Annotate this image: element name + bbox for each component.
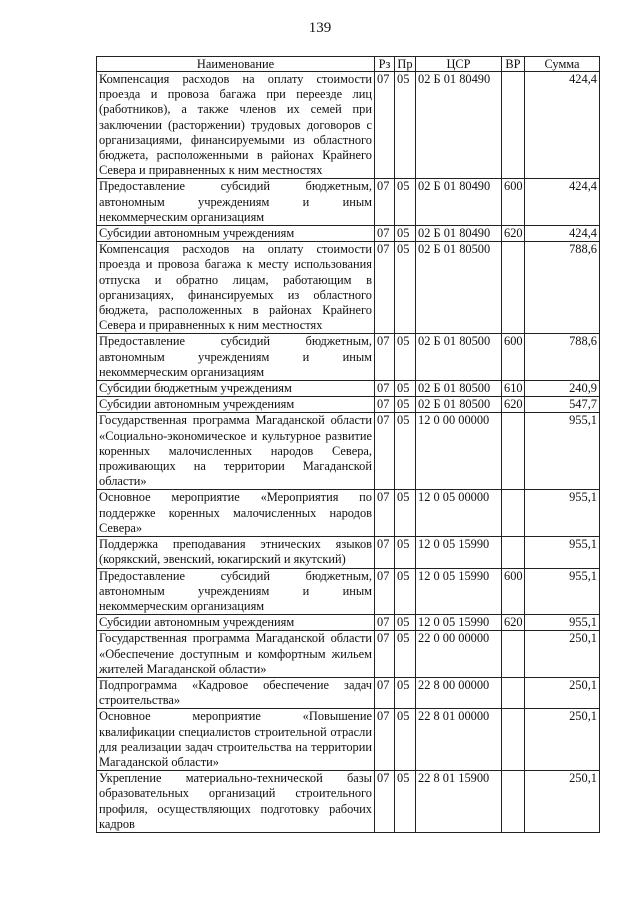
row-vr	[502, 771, 525, 833]
row-vr: 620	[502, 397, 525, 413]
page-number: 139	[308, 20, 332, 36]
row-vr: 620	[502, 226, 525, 242]
row-name: Укрепление материально-технической базы образовательных организаций строительного профиля, осуществляющих подготовку рабочих кадров	[97, 771, 375, 833]
table-row	[97, 397, 600, 413]
row-csr: 22 8 01 15900	[416, 771, 502, 833]
table-row	[97, 568, 600, 615]
row-csr: 12 0 05 15990	[416, 568, 502, 615]
row-rz: 07	[375, 490, 395, 537]
row-vr	[502, 537, 525, 568]
table-row	[97, 334, 600, 381]
table-header-row	[97, 57, 600, 72]
row-name: Субсидии автономным учреждениям	[97, 397, 375, 413]
row-csr: 12 0 05 15990	[416, 537, 502, 568]
row-name: Предоставление субсидий бюджетным, автономным учреждениям и иным некоммерческим организациям	[97, 179, 375, 226]
table-row	[97, 677, 600, 708]
row-pr: 05	[395, 242, 416, 334]
row-csr: 22 8 01 00000	[416, 709, 502, 771]
row-rz: 07	[375, 709, 395, 771]
row-pr: 05	[395, 490, 416, 537]
row-csr: 02 Б 01 80500	[416, 381, 502, 397]
row-name: Субсидии бюджетным учреждениям	[97, 381, 375, 397]
row-sum: 955,1	[525, 413, 600, 490]
row-pr: 05	[395, 72, 416, 179]
table-row	[97, 179, 600, 226]
header-pr: Пр	[395, 57, 416, 72]
row-pr: 05	[395, 226, 416, 242]
row-rz: 07	[375, 771, 395, 833]
header-name: Наименование	[97, 57, 375, 72]
row-vr	[502, 631, 525, 678]
header-rz: Рз	[375, 57, 395, 72]
row-sum: 250,1	[525, 771, 600, 833]
row-pr: 05	[395, 631, 416, 678]
row-csr: 02 Б 01 80500	[416, 334, 502, 381]
row-name: Государственная программа Магаданской области «Социально-экономическое и культурное развитие коренных малочисленных народов Севера, проживающих на территории Магаданской области»	[97, 413, 375, 490]
row-rz: 07	[375, 615, 395, 631]
table-row	[97, 631, 600, 678]
row-rz: 07	[375, 677, 395, 708]
row-vr	[502, 709, 525, 771]
row-pr: 05	[395, 334, 416, 381]
table-row	[97, 771, 600, 833]
row-csr: 02 Б 01 80490	[416, 226, 502, 242]
row-name: Компенсация расходов на оплату стоимости проезда и провоза багажа при переезде лиц (работников), а также членов их семей при заключении (расторжении) трудовых договоров с организациями, финансируемыми из областного бюджета, расположенными в районах Крайнего Севера и приравненных к ним местностях	[97, 72, 375, 179]
table-row	[97, 226, 600, 242]
row-rz: 07	[375, 72, 395, 179]
row-name: Подпрограмма «Кадровое обеспечение задач строительства»	[97, 677, 375, 708]
row-vr	[502, 413, 525, 490]
row-pr: 05	[395, 615, 416, 631]
row-csr: 12 0 00 00000	[416, 413, 502, 490]
row-pr: 05	[395, 537, 416, 568]
row-rz: 07	[375, 537, 395, 568]
row-csr: 22 8 00 00000	[416, 677, 502, 708]
row-pr: 05	[395, 413, 416, 490]
row-name: Основное мероприятие «Мероприятия по поддержке коренных малочисленных народов Севера»	[97, 490, 375, 537]
row-sum: 788,6	[525, 334, 600, 381]
table-row	[97, 242, 600, 334]
row-sum: 955,1	[525, 615, 600, 631]
row-name: Государственная программа Магаданской области «Обеспечение доступным и комфортным жильем жителей Магаданской области»	[97, 631, 375, 678]
table-row	[97, 615, 600, 631]
row-pr: 05	[395, 397, 416, 413]
table-row	[97, 381, 600, 397]
table-row	[97, 709, 600, 771]
row-rz: 07	[375, 397, 395, 413]
row-rz: 07	[375, 242, 395, 334]
row-sum: 788,6	[525, 242, 600, 334]
row-sum: 240,9	[525, 381, 600, 397]
row-csr: 12 0 05 15990	[416, 615, 502, 631]
row-sum: 424,4	[525, 72, 600, 179]
row-sum: 250,1	[525, 631, 600, 678]
row-name: Предоставление субсидий бюджетным, автономным учреждениям и иным некоммерческим организациям	[97, 568, 375, 615]
row-pr: 05	[395, 179, 416, 226]
header-vr: ВР	[502, 57, 525, 72]
row-rz: 07	[375, 568, 395, 615]
row-vr	[502, 72, 525, 179]
row-pr: 05	[395, 381, 416, 397]
row-vr	[502, 677, 525, 708]
row-csr: 02 Б 01 80490	[416, 179, 502, 226]
row-name: Субсидии автономным учреждениям	[97, 615, 375, 631]
row-sum: 955,1	[525, 537, 600, 568]
header-csr: ЦСР	[416, 57, 502, 72]
row-rz: 07	[375, 381, 395, 397]
row-vr	[502, 490, 525, 537]
row-name: Субсидии автономным учреждениям	[97, 226, 375, 242]
row-pr: 05	[395, 677, 416, 708]
row-csr: 02 Б 01 80500	[416, 242, 502, 334]
table-row	[97, 490, 600, 537]
row-rz: 07	[375, 179, 395, 226]
row-name: Основное мероприятие «Повышение квалификации специалистов строительной отрасли для реализации задач строительства на территории Магаданской области»	[97, 709, 375, 771]
row-csr: 12 0 05 00000	[416, 490, 502, 537]
row-sum: 955,1	[525, 490, 600, 537]
row-vr: 610	[502, 381, 525, 397]
row-vr: 600	[502, 568, 525, 615]
row-rz: 07	[375, 631, 395, 678]
row-sum: 955,1	[525, 568, 600, 615]
row-csr: 22 0 00 00000	[416, 631, 502, 678]
row-rz: 07	[375, 413, 395, 490]
row-rz: 07	[375, 334, 395, 381]
header-sum: Сумма	[525, 57, 600, 72]
row-sum: 250,1	[525, 709, 600, 771]
table-row	[97, 72, 600, 179]
row-sum: 250,1	[525, 677, 600, 708]
budget-table	[96, 56, 600, 833]
row-sum: 424,4	[525, 226, 600, 242]
row-pr: 05	[395, 771, 416, 833]
row-pr: 05	[395, 709, 416, 771]
table-row	[97, 413, 600, 490]
row-rz: 07	[375, 226, 395, 242]
table-row	[97, 537, 600, 568]
row-csr: 02 Б 01 80490	[416, 72, 502, 179]
row-vr: 600	[502, 179, 525, 226]
row-vr: 600	[502, 334, 525, 381]
row-name: Компенсация расходов на оплату стоимости проезда и провоза багажа к месту использования отпуска и обратно лицам, работающим в организациях, финансируемых из областного бюджета, расположенных в районах Крайнего Севера и приравненных к ним местностях	[97, 242, 375, 334]
row-sum: 547,7	[525, 397, 600, 413]
row-vr: 620	[502, 615, 525, 631]
row-name: Предоставление субсидий бюджетным, автономным учреждениям и иным некоммерческим организациям	[97, 334, 375, 381]
row-csr: 02 Б 01 80500	[416, 397, 502, 413]
row-pr: 05	[395, 568, 416, 615]
row-sum: 424,4	[525, 179, 600, 226]
row-vr	[502, 242, 525, 334]
row-name: Поддержка преподавания этнических языков (корякский, эвенский, юкагирский и якутский)	[97, 537, 375, 568]
